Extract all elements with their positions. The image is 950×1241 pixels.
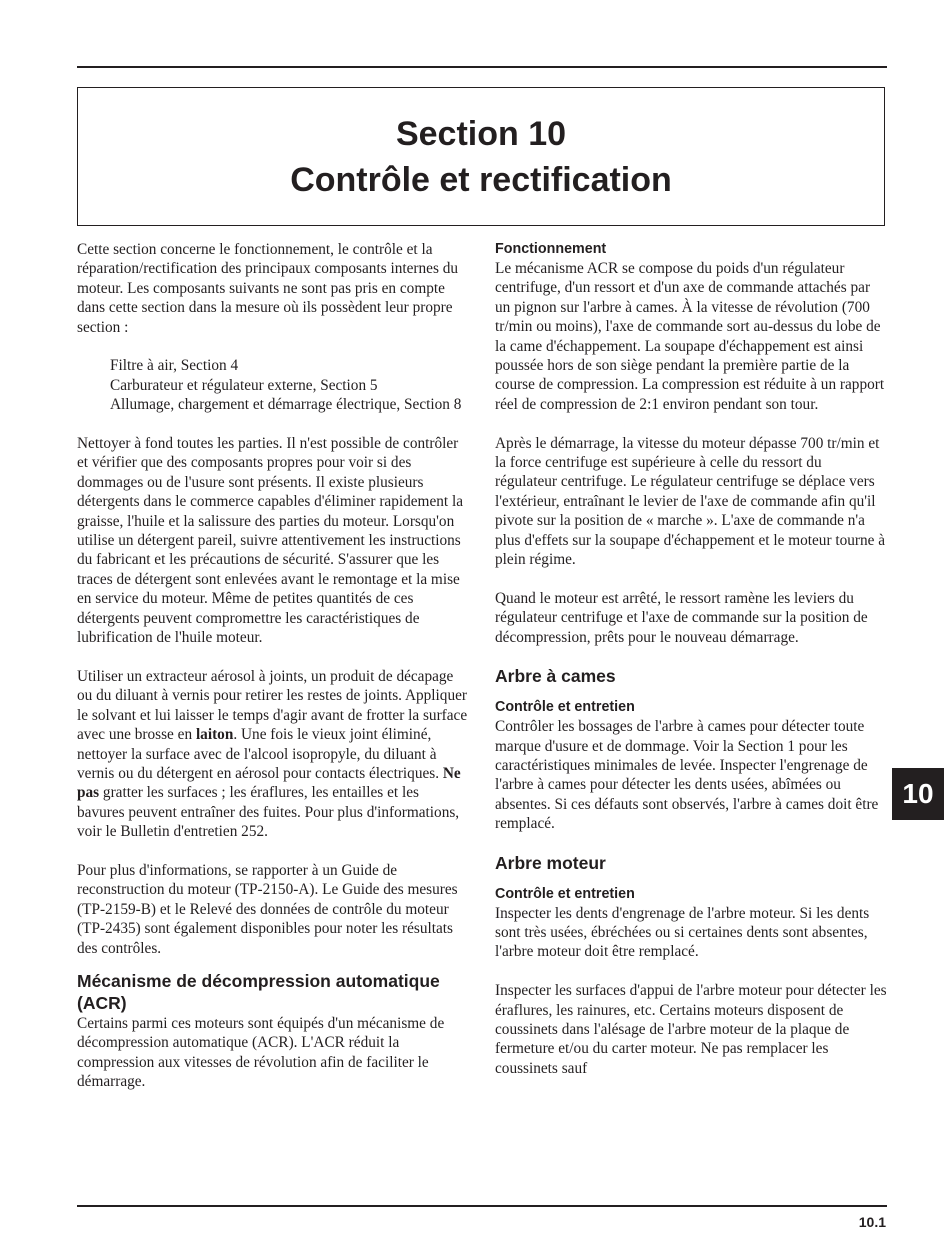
left-column [77,240,469,1092]
gasket-paragraph: Utiliser un extracteur aérosol à joints, un produit de décapage ou du diluant à vernis pour retirer les restes de joints. Appliquer le solvant et lui laisser le temps d'agir avant de frotter la surface avec une brosse en laiton. Une fois le vieux joint éliminé, nettoyer la surface avec de l'alcool isopropyle, du diluant à vernis ou du détergent en aérosol pour contacts électriques. Ne pas gratter les surfaces ; les éraflures, les entailles et les bavures peuvent entraîner des fuites. Pour plus d'informations, voir le Bulletin d'entretien 252. [77,667,468,841]
fonctionnement-paragraph-2: Après le démarrage, la vitesse du moteur dépasse 700 tr/min et la force centrifuge est supérieure à celle du ressort du régulateur centrifuge. Le régulateur centrifuge se déplace vers l'extérieur, entraînant le levier de l'axe de commande afin qu'il pivote sur la position de « marche ». L'axe de commande n'a plus d'effets sur la soupape d'échappement et le moteur tourne à plein régime. [495,434,886,569]
fonctionnement-paragraph-3: Quand le moteur est arrêté, le ressort ramène les leviers du régulateur centrifuge et l'axe de commande sur la position de décompression, prêts pour le nouveau démarrage. [495,589,868,646]
bottom-rule [77,1205,887,1207]
fonctionnement-paragraph-1: Le mécanisme ACR se compose du poids d'un régulateur centrifuge, d'un ressort et d'un axe de commande attachés par un pignon sur l'arbre à cames. À la vitesse de révolution (700 tr/min ou moins), l'axe de commande sort au-dessus du lobe de la came d'échappement. La soupape d'échappement est ainsi poussée hors de son siège pendant la première partie de la course de compression. La compression est réduite à un rapport réel de compression de 2:1 environ pendant son tour. [495,260,885,413]
crankshaft-paragraph-2: Inspecter les surfaces d'appui de l'arbre moteur pour détecter les éraflures, les rainures, etc. Certains moteurs disposent de coussinets dans l'alésage de l'arbre moteur de la plaque de fermeture et/ou du carter moteur. Ne pas remplacer les coussinets sauf [495,982,887,1077]
section-title: Contrôle et rectification [290,160,672,199]
camshaft-subheading: Contrôle et entretien [495,699,635,716]
crankshaft-subheading: Contrôle et entretien [495,885,635,902]
more-info-paragraph: Pour plus d'informations, se rapporter à un Guide de reconstruction du moteur (TP-2150-A). Le Guide des mesures (TP-2159-B) et le Relevé des données de contrôle du moteur (TP-2435) sont également disponibles pour noter les résultats des contrôles. [77,861,458,957]
crankshaft-heading: Arbre moteur [495,852,606,873]
section-title-box [77,87,885,226]
camshaft-paragraph: Contrôler les bossages de l'arbre à cames pour détecter toute marque d'usure et de dommage. Voir la Section 1 pour les caractéristiques minimales de levée. Inspecter l'engrenage de l'arbre à cames pour détecter les dents usées, abîmées ou absentes. Si ces défauts sont observés, l'arbre à cames doit être remplacé. [495,718,879,833]
acr-paragraph: Certains parmi ces moteurs sont équipés d'un mécanisme de décompression automatique (ACR). L'ACR réduit la compression aux vitesses de révolution afin de faciliter le démarrage. [77,1014,445,1091]
cleaning-paragraph: Nettoyer à fond toutes les parties. Il n'est possible de contrôler et vérifier que des composants propres pour voir si des dommages ou de l'usure sont présents. Il existe plusieurs détergents dans le commerce capables d'éliminer rapidement la graisse, l'huile et la salissure des parties du moteur. Lorsqu'on utilise un détergent pareil, suivre attentivement les instructions du fabricant et les précautions de sécurité. S'assurer que les traces de détergent sont enlevées avant le remontage et la mise en service du moteur. Même de petites quantités de ces détergents peuvent compromettre les caractéristiques de lubrification de l'huile moteur. [77,435,464,647]
top-rule [77,66,887,68]
camshaft-heading: Arbre à cames [495,666,616,687]
list-item: Filtre à air, Section 4 [110,357,239,375]
list-item: Carburateur et régulateur externe, Section 5 [110,376,378,394]
intro-paragraph: Cette section concerne le fonctionnement, le contrôle et la réparation/rectification des principaux composants internes du moteur. Les composants suivants ne sont pas pris en compte dans cette section dans la mesure où ils possèdent leur propre section : [77,241,459,336]
fonctionnement-heading: Fonctionnement [495,241,607,257]
acr-heading: Mécanisme de décompression automatique (ACR) [77,970,440,1013]
section-number: Section 10 [395,114,567,153]
crankshaft-paragraph-1: Inspecter les dents d'engrenage de l'arbre moteur. Si les dents sont très usées, ébréchées ou si certaines dents sont absentes, l'arbre moteur doit être remplacé. [495,904,870,961]
section-tab: 10 [892,768,944,820]
list-item: Allumage, chargement et démarrage électrique, Section 8 [110,396,462,414]
right-column [495,240,887,1078]
page-number: 10.1 [858,1214,886,1230]
